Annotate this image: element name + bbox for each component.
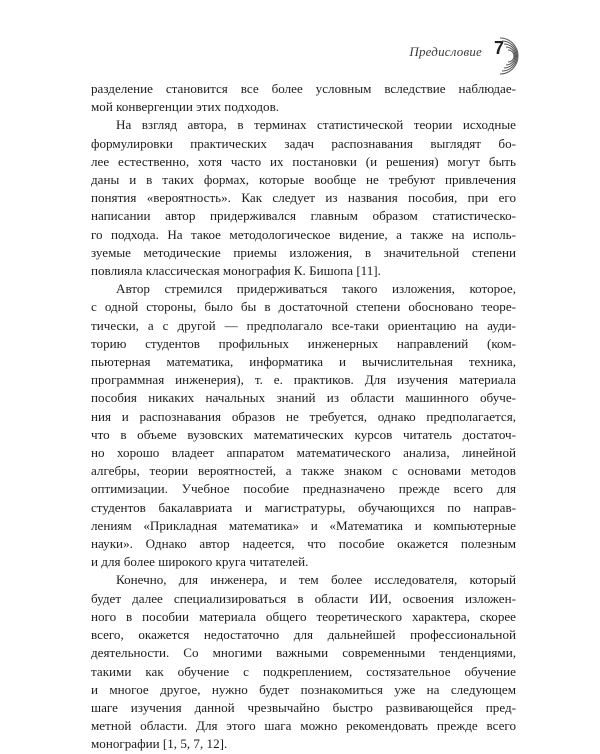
- text-line: формулировки практических задач распознавания выглядят бо-: [91, 135, 516, 151]
- text-line: лениям «Прикладная математика» и «Математика и компьютерные: [91, 517, 516, 533]
- text-line: повлияла классическая монография К. Бишопа [11].: [91, 263, 381, 279]
- text-line: всего, окажется недостаточно для дальнейшей профессиональной: [91, 627, 516, 643]
- text-line: торию студентов профильных инженерных направлений (ком-: [91, 335, 516, 351]
- paragraph: [91, 116, 516, 280]
- page-number: 7: [493, 38, 504, 58]
- text-line: оптимизации. Учебное пособие предназначено прежде всего для: [91, 481, 516, 497]
- text-line: алгебры, теории вероятностей, а также знаком с основами методов: [91, 463, 516, 479]
- body-text: [91, 80, 516, 754]
- text-line: разделение становится все более условным вследствие наблюдае-: [91, 81, 516, 96]
- text-line: даны и в таких формах, которые вообще не требуют привлечения: [91, 172, 516, 188]
- text-line: с одной стороны, было бы в достаточной степени обосновано теоре-: [91, 299, 516, 315]
- text-line: лее естественно, хотя часто их постановки (и решения) могут быть: [91, 153, 516, 169]
- text-line: будет далее специализироваться в области ИИ, освоения изложен-: [91, 590, 516, 606]
- text-line: мой конвергенции этих подходов.: [91, 99, 280, 115]
- text-line: и для более широкого круга читателей.: [91, 554, 309, 570]
- text-line: деятельности. Со многими важными современными тенденциями,: [91, 645, 516, 661]
- text-line: такими как обучение с подкреплением, состязательное обучение: [91, 663, 516, 679]
- text-line: но хорошо владеет аппаратом математического анализа, линейной: [91, 445, 516, 461]
- text-line: программная инженерия), т. е. практиков. Для изучения материала: [91, 372, 516, 388]
- text-line: На взгляд автора, в терминах статистической теории исходные: [116, 117, 516, 133]
- text-line: монографии [1, 5, 7, 12].: [91, 736, 228, 752]
- page-header: [0, 36, 600, 76]
- paragraph: [91, 571, 516, 753]
- text-line: написании автор придерживался главным образом статистическо-: [91, 208, 516, 224]
- text-line: студентов бакалавриата и магистратуры, обучающихся по направ-: [91, 499, 516, 515]
- text-line: ния и распознавания образов не требуется, однако предполагается,: [91, 408, 516, 424]
- text-line: науки». Однако автор надеется, что пособие окажется полезным: [91, 536, 516, 552]
- text-line: Автор стремился придерживаться такого изложения, которое,: [116, 281, 516, 297]
- text-line: тически, а с другой — предполагало все-таки ориентацию на ауди-: [91, 317, 516, 333]
- text-line: зуемые методические приемы изложения, в значительной степени: [91, 244, 516, 260]
- text-line: пособия никаких начальных знаний из области машинного обуче-: [91, 390, 516, 406]
- concentric-arcs-icon: [490, 34, 530, 78]
- text-line: го подхода. На такое методологическое видение, а также на исполь-: [91, 226, 516, 242]
- text-line: шаге изучения данной чрезвычайно быстро развивающейся пред-: [91, 699, 516, 715]
- text-line: что в объеме вузовских математических курсов читатель достаточ-: [91, 426, 516, 442]
- text-line: и многое другое, нужно будет познакомиться уже на следующем: [91, 681, 516, 697]
- paragraph: [91, 280, 516, 571]
- text-line: пьютерная математика, информатика и вычислительная техника,: [91, 354, 516, 370]
- paragraph: [91, 80, 516, 116]
- text-line: метной области. Для этого шага можно рекомендовать прежде всего: [91, 718, 516, 734]
- text-line: Конечно, для инженера, и тем более исследователя, который: [116, 572, 516, 588]
- section-title: Предисловие: [409, 44, 482, 59]
- text-line: понятия «вероятность». Как следует из названия пособия, при его: [91, 190, 516, 206]
- text-line: ного в пособии материала общего теоретического характера, скорее: [91, 608, 516, 624]
